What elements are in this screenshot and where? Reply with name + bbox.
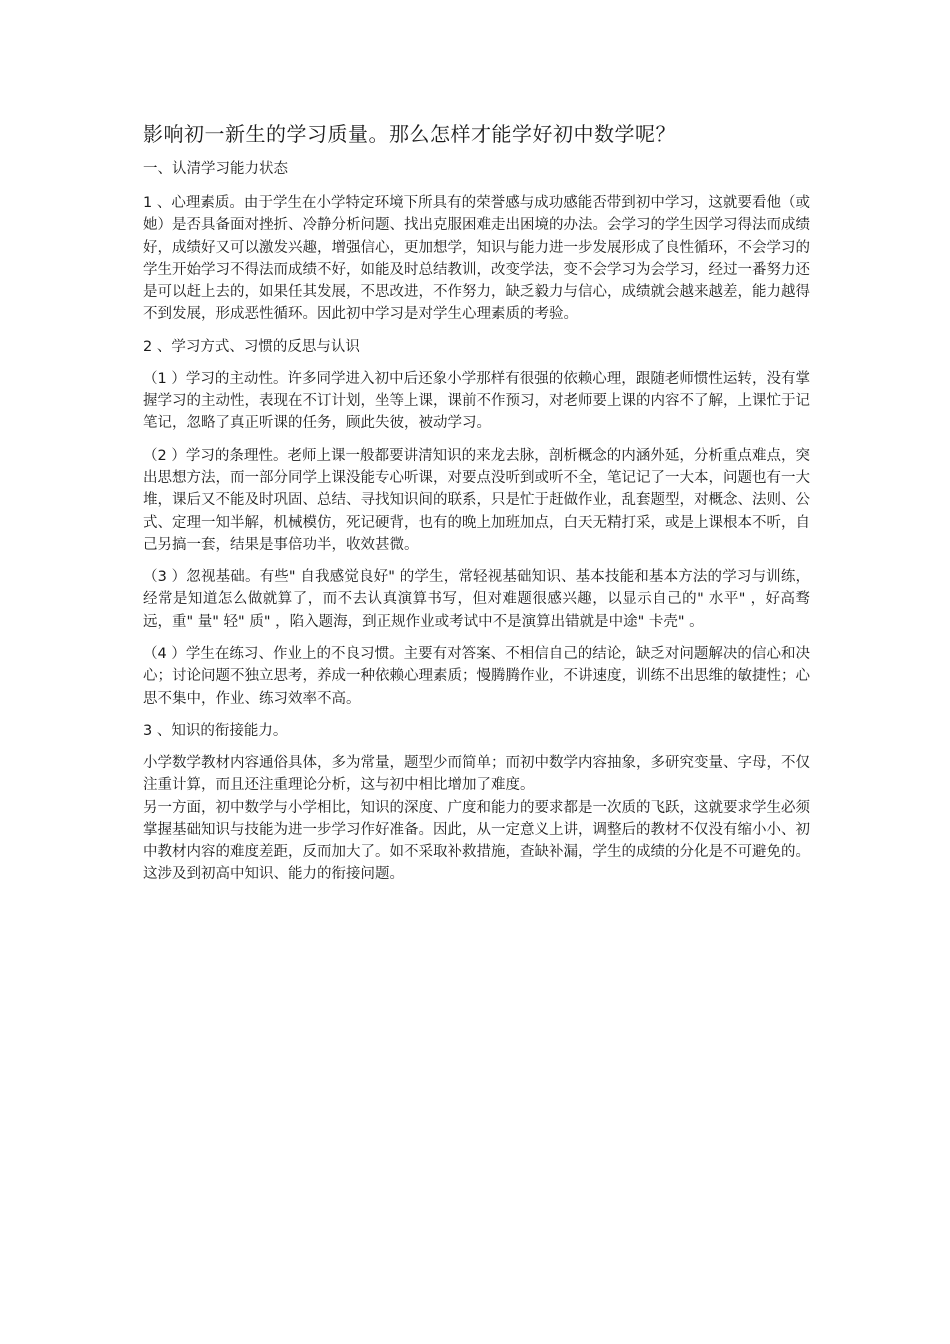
paragraph-bad-habits: （4 ）学生在练习、作业上的不良习惯。主要有对答案、不相信自己的结论，缺乏对问题解决的信心和决心；讨论问题不独立思考，养成一种依赖心理素质；慢腾腾作业，不讲速度，训练不出思维的敏捷性；心思不集中，作业、练习效率不高。 <box>143 646 810 707</box>
paragraph-organization: （2 ）学习的条理性。老师上课一般都要讲清知识的来龙去脉，剖析概念的内涵外延，分析重点难点，突出思想方法，而一部分同学上课没能专心听课，对要点没听到或听不全，笔记记了一大本，问题也有一大堆，课后又不能及时巩固、总结、寻找知识间的联系，只是忙于赶做作业，乱套题型，对概念、法则、公式、定理一知半解，机械模仿，死记硬背，也有的晚上加班加点，白天无精打采，或是上课根本不听，自己另搞一套，结果是事倍功半，收效甚微。 <box>143 447 810 553</box>
document-page <box>143 118 810 896</box>
paragraph-initiative: （1 ）学习的主动性。许多同学进入初中后还象小学那样有很强的依赖心理，跟随老师惯性运转，没有掌握学习的主动性，表现在不订计划，坐等上课，课前不作预习，对老师要上课的内容不了解，上课忙于记笔记，忽略了真正听课的任务，顾此失彼，被动学习。 <box>143 370 810 432</box>
subheading-knowledge-connection: 3 、知识的衔接能力。 <box>143 722 288 739</box>
paragraph-neglect-basics: （3 ）忽视基础。有些" 自我感觉良好" 的学生，常轻视基础知识、基本技能和基本方法的学习与训练，经常是知道怎么做就算了，而不去认真演算书写，但对难题很感兴趣，以显示自己的" 水平" ，好高骛远，重" 量" 轻" 质" ，陷入题海，到正规作业或考试中不是演算出错就是中途" 卡壳" 。 <box>143 569 810 630</box>
paragraph-psychological-quality: 1 、心理素质。由于学生在小学特定环境下所具有的荣誉感与成功感能否带到初中学习，这就要看他（或她）是否具备面对挫折、冷静分析问题、找出克服困难走出困境的办法。会学习的学生因学习得法而成绩好，成绩好又可以激发兴趣，增强信心，更加想学，知识与能力进一步发展形成了良性循环，不会学习的学生开始学习不得法而成绩不好，如能及时总结教训，改变学法，变不会学习为会学习，经过一番努力还是可以赶上去的，如果任其发展，不思改进，不作努力，缺乏毅力与信心，成绩就会越来越差，能力越得不到发展，形成恶性循环。因此初中学习是对学生心理素质的考验。 <box>143 195 810 323</box>
paragraph-curriculum-comparison: 小学数学教材内容通俗具体，多为常量，题型少而简单；而初中数学内容抽象，多研究变量、字母，不仅注重计算，而且还注重理论分析，这与初中相比增加了难度。 <box>143 754 810 794</box>
paragraph-difficulty-gap: 另一方面，初中数学与小学相比，知识的深度、广度和能力的要求都是一次质的飞跃，这就要求学生必须掌握基础知识与技能为进一步学习作好准备。因此，从一定意义上讲，调整后的教材不仅没有缩小小、初中教材内容的难度差距，反而加大了。如不采取补救措施，查缺补漏，学生的成绩的分化是不可避免的。这涉及到初高中知识、能力的衔接问题。 <box>143 799 810 883</box>
subheading-learning-habits: 2 、学习方式、习惯的反思与认识 <box>143 338 360 355</box>
document-title: 影响初一新生的学习质量。那么怎样才能学好初中数学呢？ <box>143 122 676 146</box>
section-heading: 一、认清学习能力状态 <box>143 161 288 177</box>
